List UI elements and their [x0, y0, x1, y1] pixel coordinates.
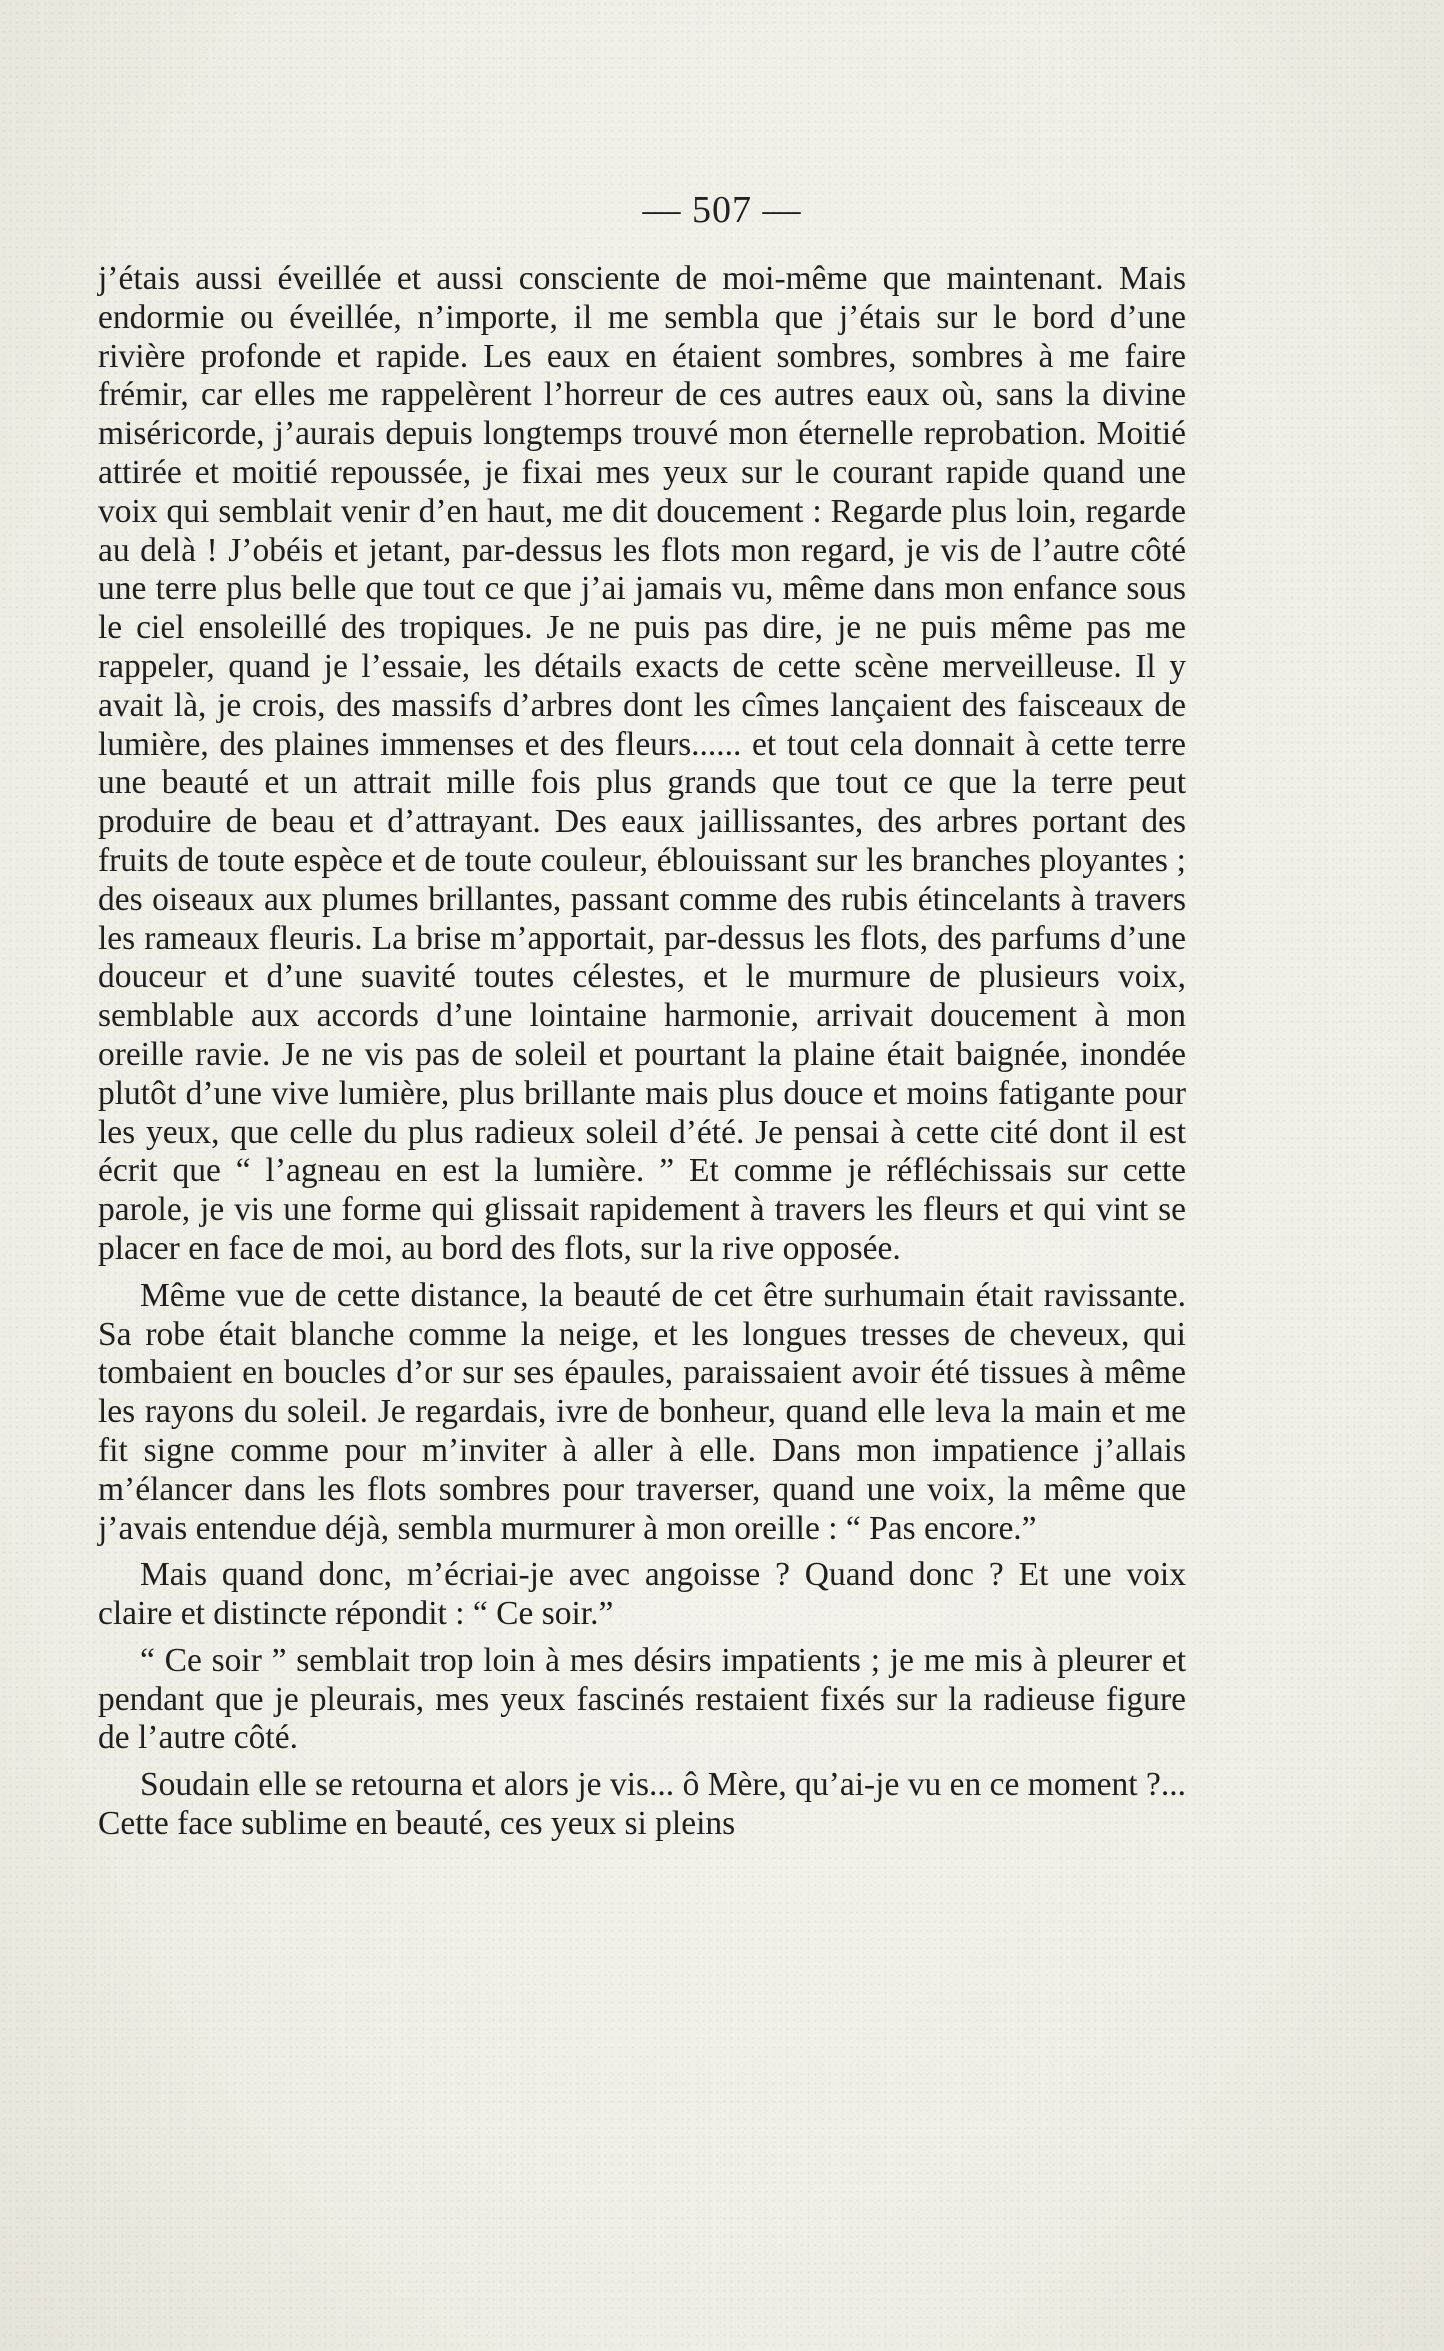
body-text — [98, 260, 1186, 1844]
page-number-header: — 507 — — [642, 189, 802, 231]
paragraph-3: Mais quand donc, m’écriai-je avec angoisse ? Quand donc ? Et une voix claire et distincte répondit : “ Ce soir.” — [98, 1556, 1186, 1633]
paragraph-1: j’étais aussi éveillée et aussi consciente de moi-même que maintenant. Mais endormie ou éveillée, n’importe, il me sembla que j’étais sur le bord d’une rivière profonde et rapide. Les eaux en étaient sombres, sombres à me faire frémir, car elles me rappelèrent l’horreur de ces autres eaux où, sans la divine miséricorde, j’aurais depuis longtemps trouvé mon éternelle reprobation. Moitié attirée et moitié repoussée, je fixai mes yeux sur le courant rapide quand une voix qui semblait venir d’en haut, me dit doucement : Regarde plus loin, regarde au delà ! J’obéis et jetant, par-dessus les flots mon regard, je vis de l’autre côté une terre plus belle que tout ce que j’ai jamais vu, même dans mon enfance sous le ciel ensoleillé des tropiques. Je ne puis pas dire, je ne puis même pas me rappeler, quand je l’essaie, les détails exacts de cette scène merveilleuse. Il y avait là, je crois, des massifs d’arbres dont les cîmes lançaient des faisceaux de lumière, des plaines immenses et des fleurs...... et tout cela donnait à cette terre une beauté et un attrait mille fois plus grands que tout ce que la terre peut produire de beau et d’attrayant. Des eaux jaillissantes, des arbres portant des fruits de toute espèce et de toute couleur, éblouissant sur les branches ployantes ; des oiseaux aux plumes brillantes, passant comme des rubis étincelants à travers les rameaux fleuris. La brise m’apportait, par-dessus les flots, des parfums d’une douceur et d’une suavité toutes célestes, et le murmure de plusieurs voix, semblable aux accords d’une lointaine harmonie, arrivait doucement à mon oreille ravie. Je ne vis pas de soleil et pourtant la plaine était baignée, inondée plutôt d’une vive lumière, plus brillante mais plus douce et moins fatigante pour les yeux, que celle du plus radieux soleil d’été. Je pensai à cette cité dont il est écrit que “ l’agneau en est la lumière. ” Et comme je réfléchissais sur cette parole, je vis une forme qui glissait rapidement à travers les fleurs et qui vint se placer en face de moi, au bord des flots, sur la rive opposée. — [98, 260, 1186, 1267]
paragraph-5: Soudain elle se retourna et alors je vis... ô Mère, qu’ai-je vu en ce moment ?... Cette face sublime en beauté, ces yeux si pleins — [98, 1766, 1186, 1843]
paragraph-2: Même vue de cette distance, la beauté de cet être surhumain était ravissante. Sa robe était blanche comme la neige, et les longues tresses de cheveux, qui tombaient en boucles d’or sur ses épaules, paraissaient avoir été tissues à même les rayons du soleil. Je regardais, ivre de bonheur, quand elle leva la main et me fit signe comme pour m’inviter à aller à elle. Dans mon impatience j’allais m’élancer dans les flots sombres pour traverser, quand une voix, la même que j’avais entendue déjà, sembla murmurer à mon oreille : “ Pas encore.” — [98, 1276, 1186, 1547]
paragraph-4: “ Ce soir ” semblait trop loin à mes désirs impatients ; je me mis à pleurer et pendant que je pleurais, mes yeux fascinés restaient fixés sur la radieuse figure de l’autre côté. — [98, 1641, 1186, 1757]
